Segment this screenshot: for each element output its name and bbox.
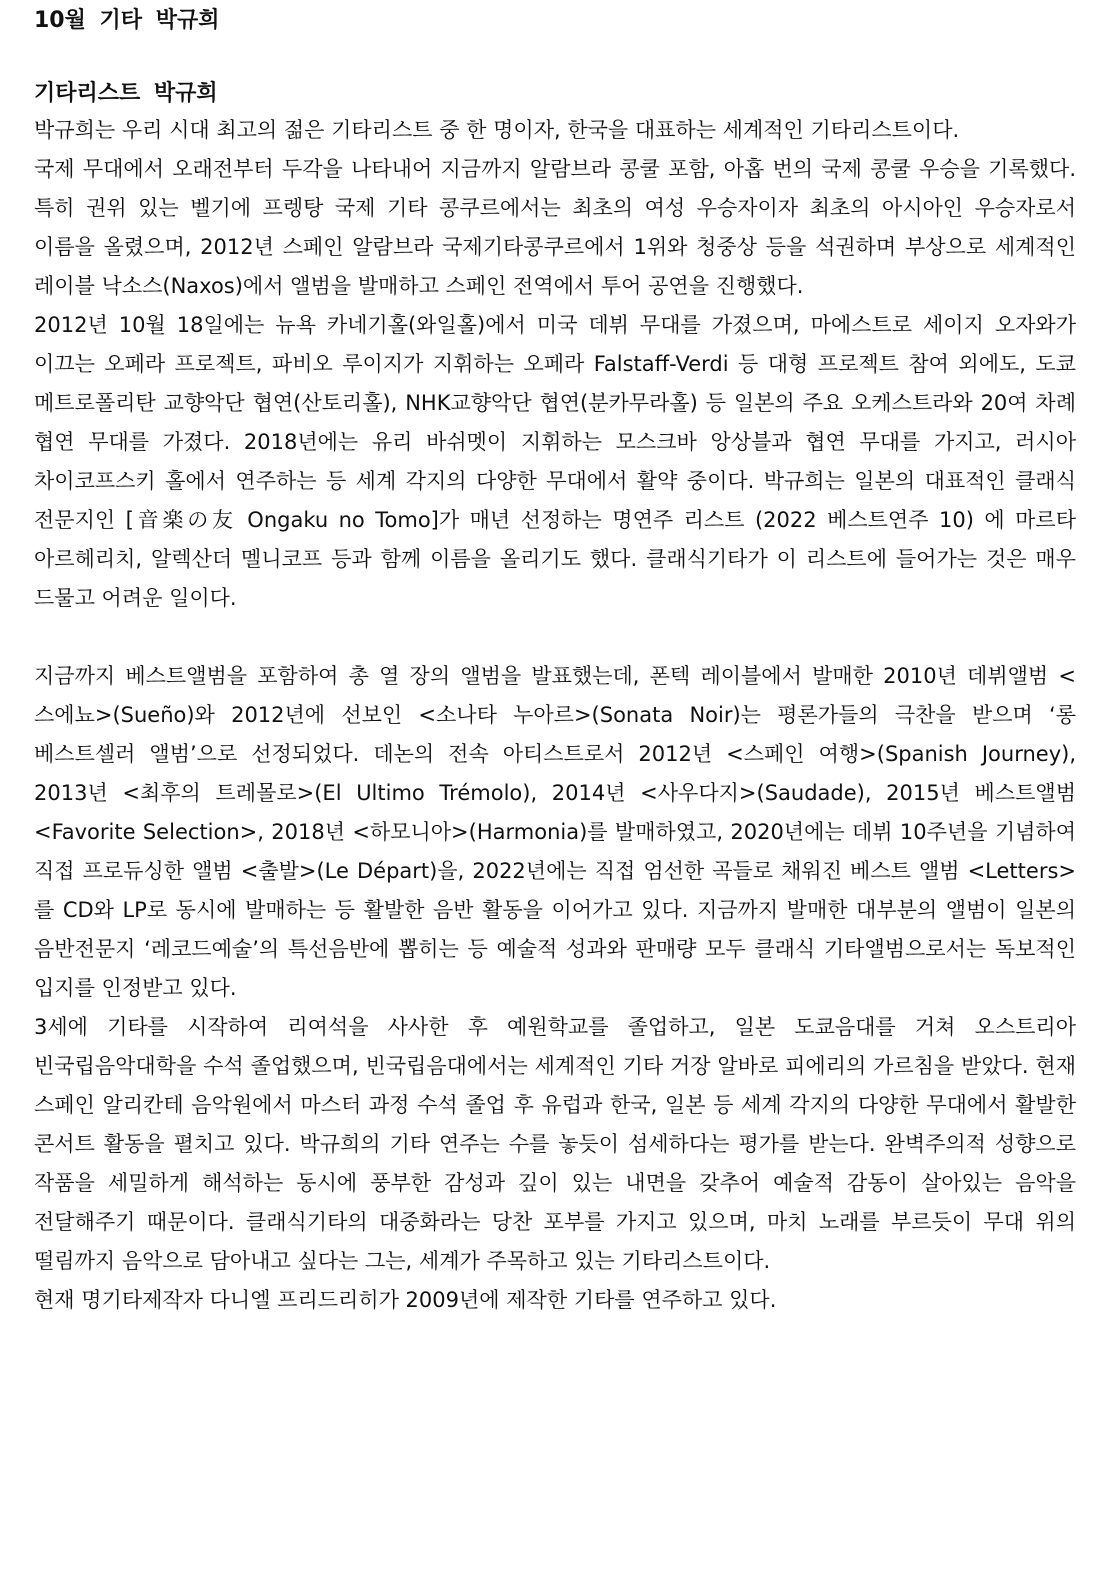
paragraph-discography: 지금까지 베스트앨범을 포함하여 총 열 장의 앨범을 발표했는데, 폰텍 레이블에서 발매한 2010년 데뷔앨범 <스에뇨>(Sueño)와 2012년에 선보인 <소나타 누아르>(Sonata Noir)는 평론가들의 극찬을 받으며 ‘롱 베스트셀러 앨범’으로 선정되었다. 데논의 전속 아티스트로서 2012년 <스페인 여행>(Spanish Journey), 2013년 <최후의 트레몰로>(El Ultimo Trémolo), 2014년 <사우다지>(Saudade), 2015년 베스트앨범 <Favorite Selection>, 2018년 <하모니아>(Harmonia)를 발매하였고, 2020년에는 데뷔 10주년을 기념하여 직접 프로듀싱한 앨범 <출발>(Le Départ)을, 2022년에는 직접 엄선한 곡들로 채워진 베스트 앨범 <Letters>를 CD와 LP로 동시에 발매하는 등 활발한 음반 활동을 이어가고 있다. 지금까지 발매한 대부분의 앨범이 일본의 음반전문지 ‘레코드예술’의 특선음반에 뽑히는 등 예술적 성과와 판매량 모두 클래식 기타앨범으로서는 독보적인 입지를 인정받고 있다. (34, 664, 1076, 1000)
paragraph-competitions: 국제 무대에서 오래전부터 두각을 나타내어 지금까지 알람브라 콩쿨 포함, 아홉 번의 국제 콩쿨 우승을 기록했다. 특히 권위 있는 벨기에 프렝탕 국제 기타 콩쿠르에서는 최초의 여성 우승자이자 최초의 아시아인 우승자로서 이름을 올렸으며, 2012년 스페인 알람브라 국제기타콩쿠르에서 1위와 청중상 등을 석권하며 부상으로 세계적인 레이블 낙소스(Naxos)에서 앨범을 발매하고 스페인 전역에서 투어 공연을 진행했다. (34, 157, 1076, 298)
document-heading: 10월 기타 박규희 (34, 8, 220, 33)
paragraph-instrument: 현재 명기타제작자 다니엘 프리드리히가 2009년에 제작한 기타를 연주하고 있다. (34, 1288, 777, 1312)
paragraph-intro: 박규희는 우리 시대 최고의 젊은 기타리스트 중 한 명이자, 한국을 대표하는 세계적인 기타리스트이다. (34, 118, 960, 142)
document-page (34, 0, 1076, 1577)
paragraph-education: 3세에 기타를 시작하여 리여석을 사사한 후 예원학교를 졸업하고, 일본 도쿄음대를 거쳐 오스트리아 빈국립음악대학을 수석 졸업했으며, 빈국립음대에서는 세계적인 기타 거장 알바로 피에리의 가르침을 받았다. 현재 스페인 알리칸테 음악원에서 마스터 과정 수석 졸업 후 유럽과 한국, 일본 등 세계 각지의 다양한 무대에서 활발한 콘서트 활동을 펼치고 있다. 박규희의 기타 연주는 수를 놓듯이 섬세하다는 평가를 받는다. 완벽주의적 성향으로 작품을 세밀하게 해석하는 동시에 풍부한 감성과 깊이 있는 내면을 갖추어 예술적 감동이 살아있는 음악을 전달해주기 때문이다. 클래식기타의 대중화라는 당찬 포부를 가지고 있으며, 마치 노래를 부르듯이 무대 위의 떨림까지 음악으로 담아내고 싶다는 그는, 세계가 주목하고 있는 기타리스트이다. (34, 1015, 1076, 1273)
section-title: 기타리스트 박규희 (34, 81, 218, 106)
paragraph-performances: 2012년 10월 18일에는 뉴욕 카네기홀(와일홀)에서 미국 데뷔 무대를 가졌으며, 마에스트로 세이지 오자와가 이끄는 오페라 프로젝트, 파비오 루이지가 지휘하는 오페라 Falstaff-Verdi 등 대형 프로젝트 참여 외에도, 도쿄 메트로폴리탄 교향악단 협연(산토리홀), NHK교향악단 협연(분카무라홀) 등 일본의 주요 오케스트라와 20여 차례 협연 무대를 가졌다. 2018년에는 유리 바쉬멧이 지휘하는 모스크바 앙상블과 협연 무대를 가지고, 러시아 차이코프스키 홀에서 연주하는 등 세계 각지의 다양한 무대에서 활약 중이다. 박규희는 일본의 대표적인 클래식 전문지인 [音楽の友 Ongaku no Tomo]가 매년 선정하는 명연주 리스트 (2022 베스트연주 10) 에 마르타 아르헤리치, 알렉산더 멜니코프 등과 함께 이름을 올리기도 했다. 클래식기타가 이 리스트에 들어가는 것은 매우 드물고 어려운 일이다. (34, 313, 1076, 610)
